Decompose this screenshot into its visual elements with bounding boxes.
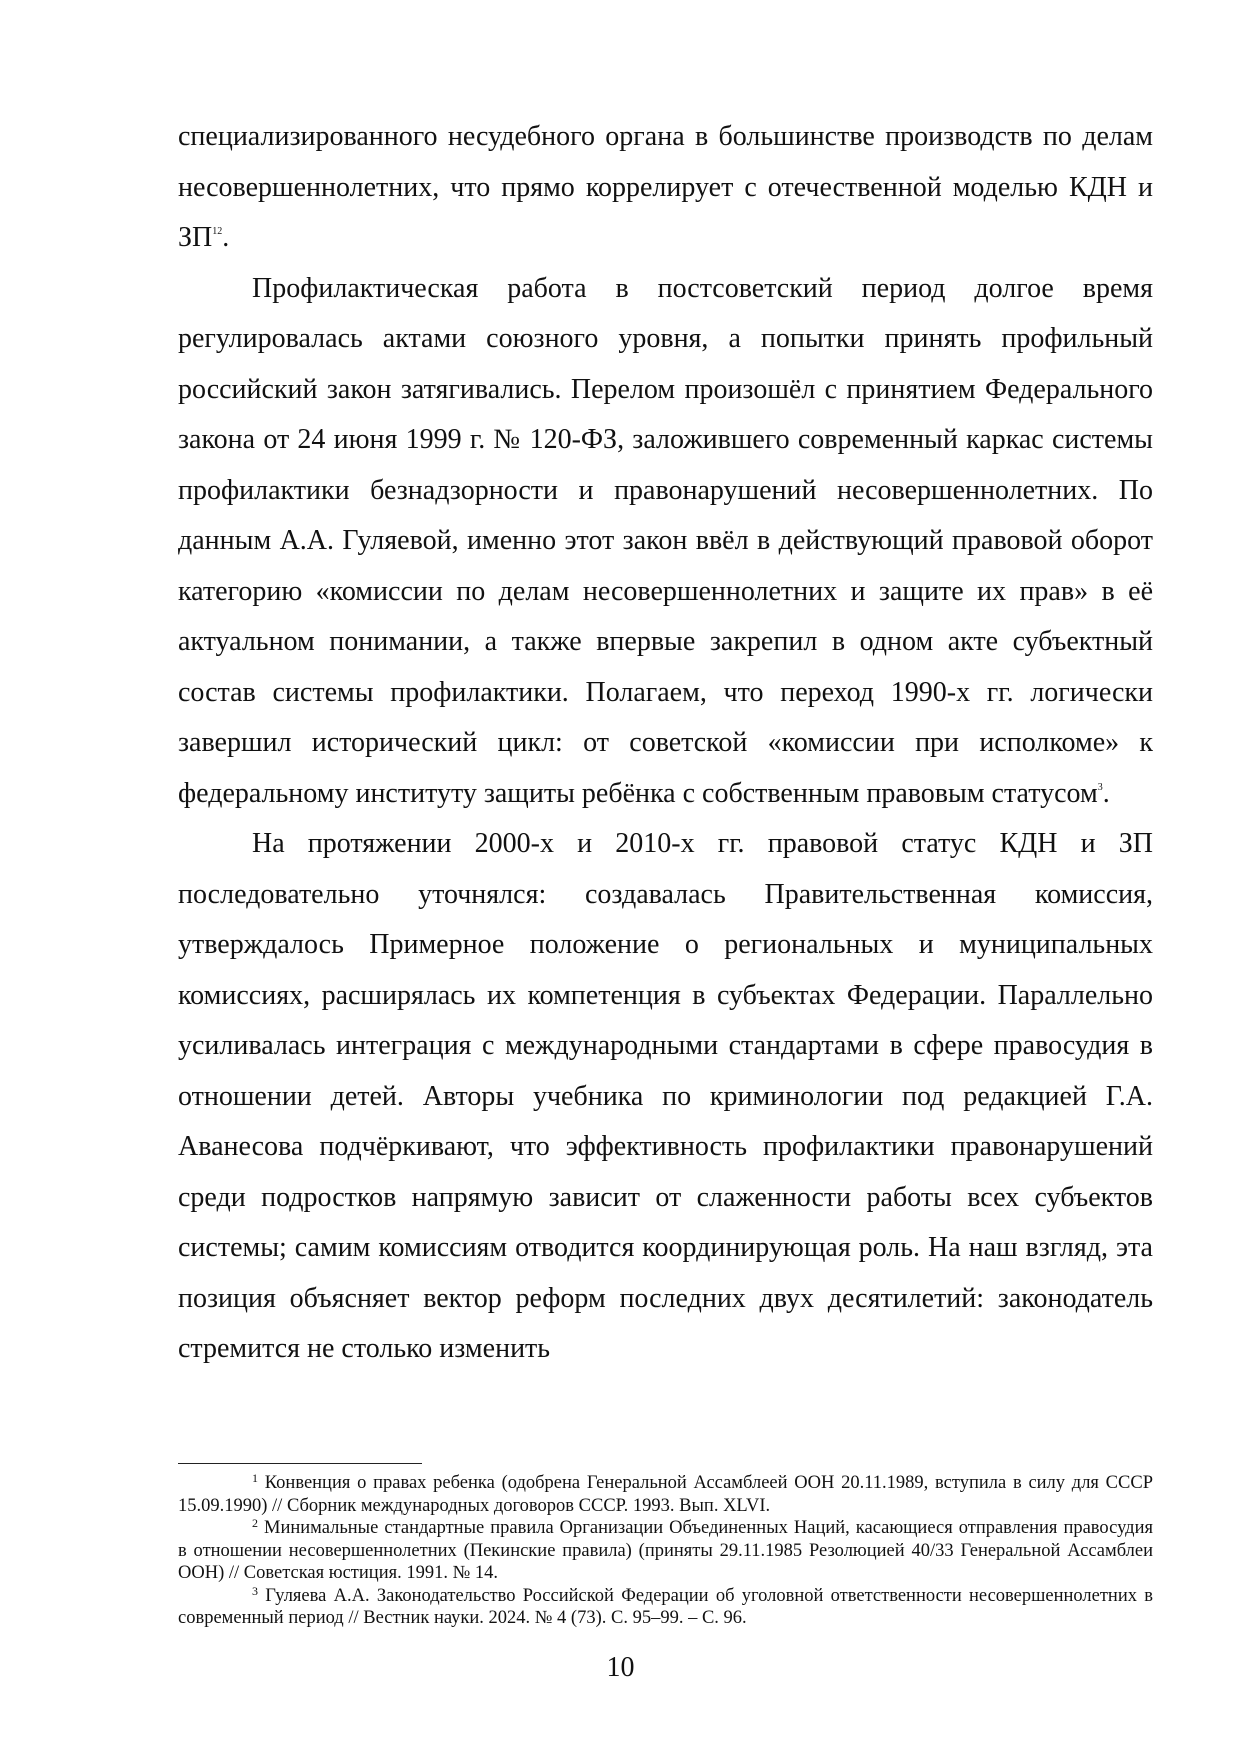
paragraph-3: [178, 819, 1153, 1375]
footnote-text: Гуляева А.А. Законодательство Российской Федерации об уголовной ответственности несовершеннолетних в современный период // Вестник науки. 2024. № 4 (73). С. 95–99. – С. 96.: [178, 1585, 1153, 1628]
footnote-number: 2: [252, 1516, 258, 1530]
paragraph-1-end: .: [222, 222, 230, 253]
footnote-separator: [178, 1463, 422, 1464]
document-body: [178, 112, 1153, 1375]
footnote-text: Конвенция о правах ребенка (одобрена Генеральной Ассамблеей ООН 20.11.1989, вступила в силу для СССР 15.09.1990) // Сборник международных договоров СССР. 1993. Вып. XLVI.: [178, 1473, 1153, 1516]
paragraph-3-text: На протяжении 2000-х и 2010-х гг. правовой статус КДН и ЗП последовательно уточнялся: создавалась Правительственная комиссия, утверждалось Примерное положение о региональных и муниципальных комиссиях, расширялась их компетенция в субъектах Федерации. Параллельно усиливалась интеграция с международными стандартами в сфере правосудия в отношении детей. Авторы учебника по криминологии под редакцией Г.А. Аванесова подчёркивают, что эффективность профилактики правонарушений среди подростков напрямую зависит от слаженности работы всех субъектов системы; самим комиссиям отводится координирующая роль. На наш взгляд, эта позиция объясняет вектор реформ последних двух десятилетий: законодатель стремится не столько изменить: [178, 828, 1153, 1364]
footnote-text: Минимальные стандартные правила Организации Объединенных Наций, касающиеся отправления правосудия в отношении несовершеннолетних (Пекинские правила) (приняты 29.11.1985 Резолюцией 40/33 Генеральной Ассамблеи ООН) // Советская юстиция. 1991. № 14.: [178, 1518, 1153, 1583]
paragraph-2-text: Профилактическая работа в постсоветский период долгое время регулировалась актами союзного уровня, а попытки принять профильный российский закон затягивались. Перелом произошёл с принятием Федерального закона от 24 июня 1999 г. № 120-ФЗ, заложившего современный каркас системы профилактики безнадзорности и правонарушений несовершеннолетних. По данным А.А. Гуляевой, именно этот закон ввёл в действующий правовой оборот категорию «комиссии по делам несовершеннолетних и защите их прав» в её актуальном понимании, а также впервые закрепил в одном акте субъектный состав системы профилактики. Полагаем, что переход 1990-х гг. логически завершил исторический цикл: от советской «комиссии при исполкоме» к федеральному институту защиты ребёнка с собственным правовым статусом: [178, 272, 1153, 809]
paragraph-2: [178, 264, 1153, 820]
paragraph-1-text: специализированного несудебного органа в большинстве производств по делам несовершеннолетних, что прямо коррелирует с отечественной моделью КДН и ЗП: [178, 121, 1153, 253]
paragraph-1: [178, 112, 1153, 264]
footnote-1: [178, 1472, 1153, 1517]
footnote-number: 1: [252, 1471, 258, 1485]
footnote-ref-12[interactable]: 12: [212, 226, 223, 237]
footnote-2: [178, 1517, 1153, 1585]
footnote-number: 3: [252, 1583, 258, 1598]
paragraph-2-end: .: [1102, 777, 1110, 809]
page-number: 10: [606, 1652, 635, 1683]
footnote-ref-3[interactable]: 3: [1097, 781, 1103, 793]
footnotes: [178, 1472, 1153, 1630]
footnote-3: [178, 1585, 1153, 1630]
